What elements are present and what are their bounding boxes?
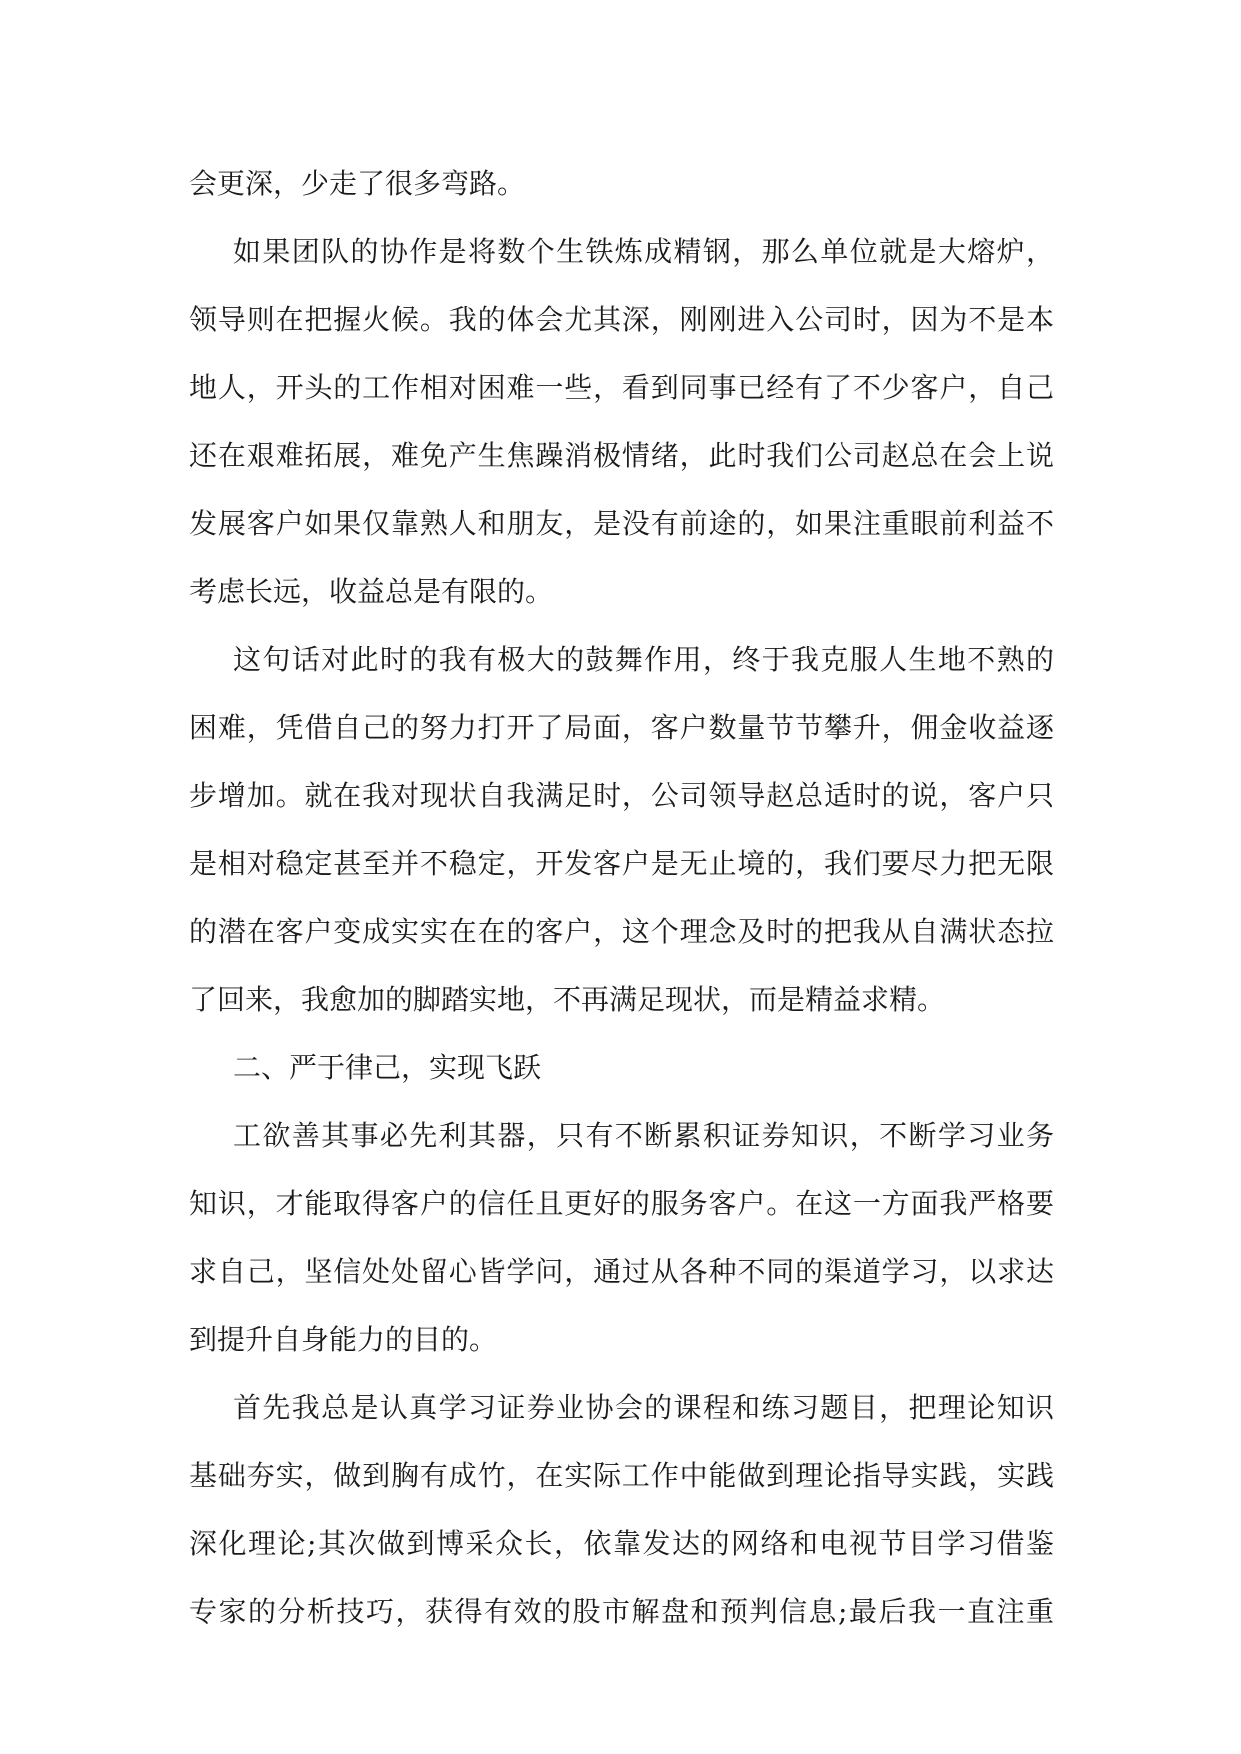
text-line: 了回来，我愈加的脚踏实地，不再满足现状，而是精益求精。 bbox=[189, 983, 946, 1016]
text-line: 发展客户如果仅靠熟人和朋友，是没有前途的，如果注重眼前利益不 bbox=[189, 507, 1054, 540]
document-body bbox=[189, 150, 1054, 1646]
text-line: 是相对稳定甚至并不稳定，开发客户是无止境的，我们要尽力把无限 bbox=[189, 847, 1054, 880]
paragraph-first-line: 首先我总是认真学习证券业协会的课程和练习题目，把理论知识 bbox=[233, 1391, 1054, 1424]
text-line: 会更深，少走了很多弯路。 bbox=[189, 167, 526, 200]
text-line: 到提升自身能力的目的。 bbox=[189, 1323, 498, 1356]
text-line: 求自己，坚信处处留心皆学问，通过从各种不同的渠道学习，以求达 bbox=[189, 1255, 1054, 1288]
text-line: 知识，才能取得客户的信任且更好的服务客户。在这一方面我严格要 bbox=[189, 1187, 1054, 1220]
text-line: 步增加。就在我对现状自我满足时，公司领导赵总适时的说，客户只 bbox=[189, 779, 1054, 812]
paragraph-first-line: 如果团队的协作是将数个生铁炼成精钢，那么单位就是大熔炉， bbox=[233, 235, 1054, 268]
text-line: 深化理论;其次做到博采众长，依靠发达的网络和电视节目学习借鉴 bbox=[189, 1527, 1054, 1560]
text-line: 领导则在把握火候。我的体会尤其深，刚刚进入公司时，因为不是本 bbox=[189, 303, 1054, 336]
text-line: 困难，凭借自己的努力打开了局面，客户数量节节攀升，佣金收益逐 bbox=[189, 711, 1054, 744]
text-line: 还在艰难拓展，难免产生焦躁消极情绪，此时我们公司赵总在会上说 bbox=[189, 439, 1054, 472]
paragraph-first-line: 工欲善其事必先利其器，只有不断累积证券知识，不断学习业务 bbox=[233, 1119, 1054, 1152]
text-line: 基础夯实，做到胸有成竹，在实际工作中能做到理论指导实践，实践 bbox=[189, 1459, 1054, 1492]
paragraph-first-line: 二、严于律己，实现飞跃 bbox=[233, 1051, 542, 1084]
paragraph-first-line: 这句话对此时的我有极大的鼓舞作用，终于我克服人生地不熟的 bbox=[233, 643, 1054, 676]
text-line: 考虑长远，收益总是有限的。 bbox=[189, 575, 554, 608]
text-line: 的潜在客户变成实实在在的客户，这个理念及时的把我从自满状态拉 bbox=[189, 915, 1054, 948]
text-line: 地人，开头的工作相对困难一些，看到同事已经有了不少客户，自己 bbox=[189, 371, 1054, 404]
text-line: 专家的分析技巧，获得有效的股市解盘和预判信息;最后我一直注重 bbox=[189, 1595, 1054, 1628]
